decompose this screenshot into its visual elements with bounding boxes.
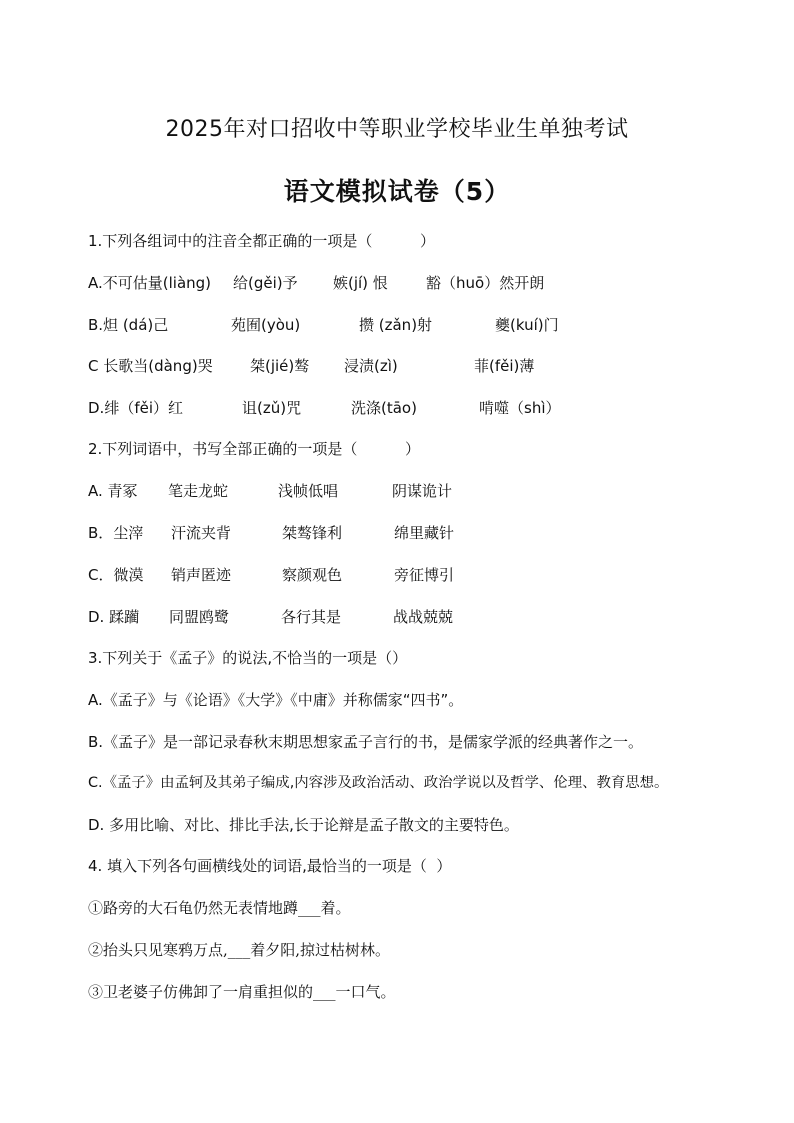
option-cell: 察颜观色	[282, 566, 343, 584]
question-4-sentence-3: ③卫老婆子仿佛卸了一肩重担似的___一口气。	[88, 983, 396, 1001]
option-cell: D.绯（fěi）红	[88, 399, 183, 417]
exam-subtitle: 语文模拟试卷（5）	[283, 177, 511, 206]
option-cell: 豁（huō）然开朗	[426, 274, 545, 292]
option-cell: 汗流夹背	[171, 524, 232, 542]
option-cell: 销声匿迹	[171, 566, 232, 584]
question-1-option-c	[88, 356, 534, 376]
option-cell: D. 蹂躏	[88, 608, 140, 626]
option-cell: 阴谋诡计	[392, 482, 453, 500]
question-2-option-d	[88, 607, 453, 627]
question-3-stem: 3.下列关于《孟子》的说法,不恰当的一项是（）	[88, 649, 408, 667]
option-cell: 嫉(jí) 恨	[333, 274, 388, 292]
question-4-stem: 4. 填入下列各句画横线处的词语,最恰当的一项是（ ）	[88, 857, 452, 875]
option-cell: 菲(fěi)薄	[474, 357, 535, 375]
option-cell: 战战兢兢	[393, 608, 454, 626]
option-cell: C．微漠	[88, 566, 144, 584]
question-4-sentence-1: ①路旁的大石龟仍然无表情地蹲___着。	[88, 899, 351, 917]
question-2-option-b	[88, 523, 454, 543]
question-4-sentence-2: ②抬头只见寒鸦万点,___着夕阳,掠过枯树林。	[88, 941, 391, 959]
option-cell: 桀(jié)骜	[250, 357, 310, 375]
option-cell: B．尘滓	[88, 524, 144, 542]
question-3-option-d: D. 多用比喻、对比、排比手法,长于论辩是孟子散文的主要特色。	[88, 816, 519, 834]
option-cell: 同盟鸥鹭	[169, 608, 230, 626]
option-cell: 攒 (zǎn)射	[359, 316, 433, 334]
question-2-option-c	[88, 565, 454, 585]
option-cell: B.炟 (dá)己	[88, 316, 169, 334]
question-3-option-b: B.《孟子》是一部记录春秋末期思想家孟子言行的书，是儒家学派的经典著作之一。	[88, 733, 644, 751]
question-1-stem: 1.下列各组词中的注音全都正确的一项是（ ）	[88, 232, 435, 250]
question-1-option-a	[88, 273, 544, 293]
option-cell: A. 青冢	[88, 482, 138, 500]
option-cell: C 长歌当(dàng)哭	[88, 357, 213, 375]
question-3-option-c: C.《孟子》由孟轲及其弟子编成,内容涉及政治活动、政治学说以及哲学、伦理、教育思想。	[88, 775, 669, 791]
option-cell: 旁征博引	[394, 566, 455, 584]
option-cell: A.不可估量(liàng)	[88, 274, 212, 292]
option-cell: 夔(kuí)门	[495, 316, 559, 334]
question-1-option-d	[88, 398, 561, 418]
option-cell: 浅帧低唱	[278, 482, 339, 500]
option-cell: 诅(zǔ)咒	[242, 399, 302, 417]
option-cell: 苑囿(yòu)	[231, 316, 301, 334]
option-cell: 洗涤(tāo)	[351, 399, 417, 417]
option-cell: 绵里藏针	[394, 524, 455, 542]
option-cell: 各行其是	[281, 608, 342, 626]
question-3-option-a: A.《孟子》与《论语》《大学》《中庸》并称儒家“四书”。	[88, 691, 464, 709]
option-cell: 浸渍(zì)	[344, 357, 398, 375]
option-cell: 啃噬（shì）	[479, 399, 561, 417]
exam-title: 2025年对口招收中等职业学校毕业生单独考试	[165, 117, 629, 142]
option-cell: 桀骜锋利	[282, 524, 343, 542]
question-2-stem: 2.下列词语中，书写全部正确的一项是（ ）	[88, 440, 420, 458]
question-2-option-a	[88, 481, 452, 501]
option-cell: 笔走龙蛇	[168, 482, 229, 500]
option-cell: 给(gěi)予	[233, 274, 298, 292]
question-1-option-b	[88, 315, 559, 335]
